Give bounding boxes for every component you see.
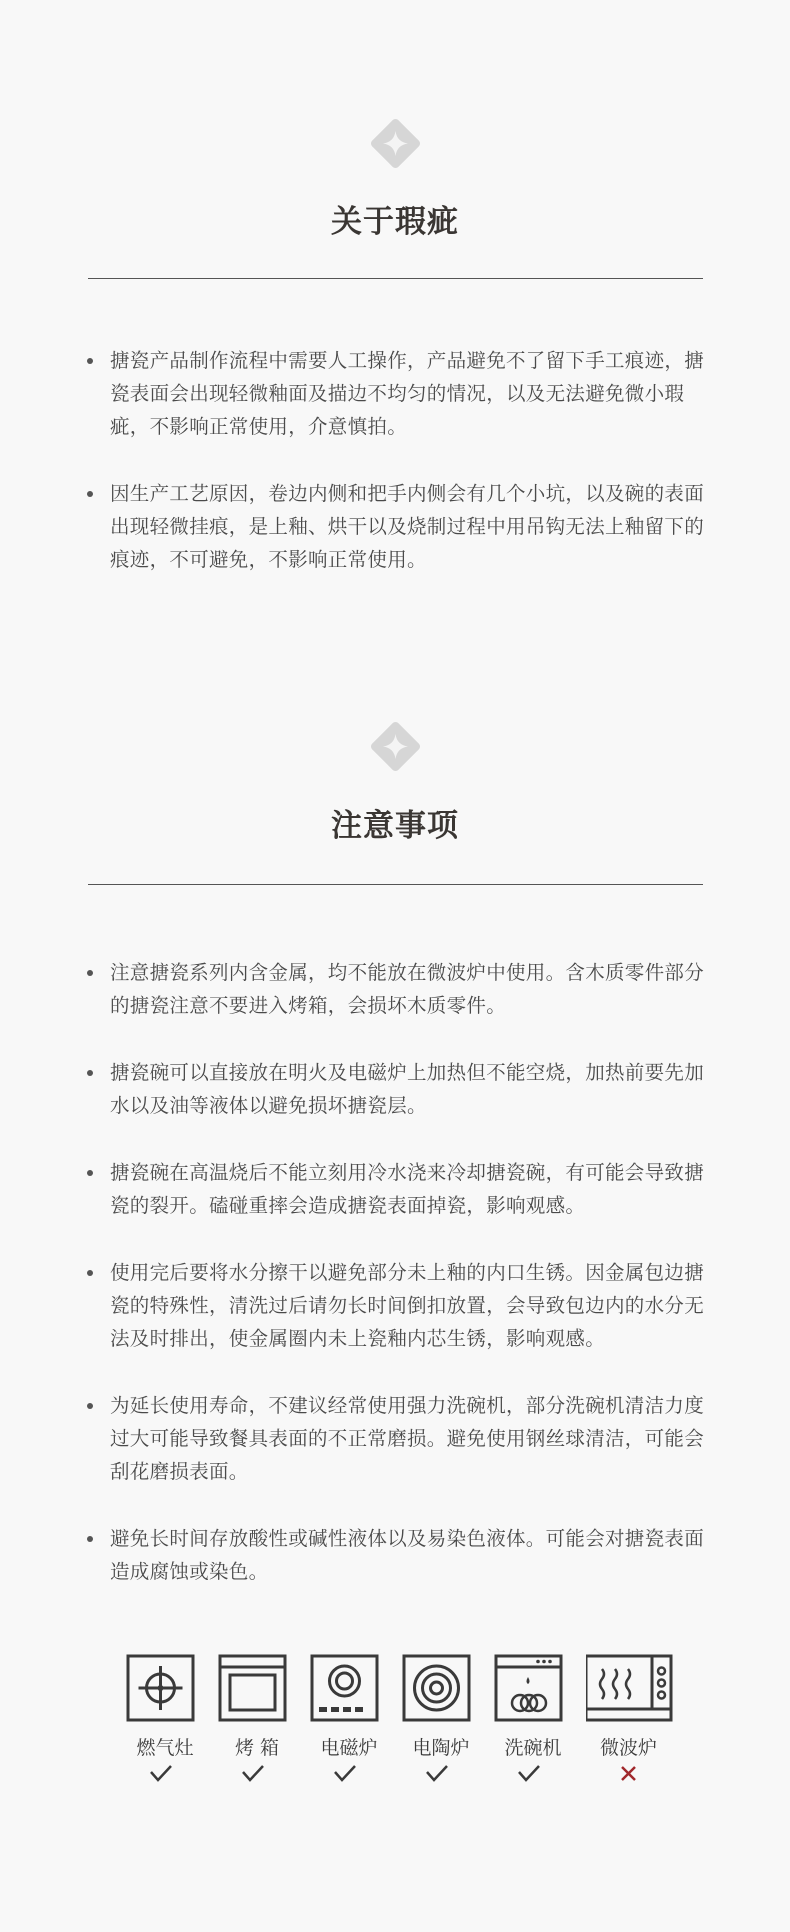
section-title-defects: 关于瑕疵 xyxy=(331,204,459,240)
defects-list xyxy=(110,344,710,610)
check-icon xyxy=(212,1761,302,1785)
appliance-label: 电磁炉 xyxy=(320,1737,378,1759)
section-title-notes: 注意事项 xyxy=(331,808,459,844)
list-item: 使用完后要将水分擦干以避免部分未上釉的内口生锈。因金属包边搪瓷的特殊性，清洗过后请勿长时间倒扣放置，会导致包边内的水分无法及时排出，使金属圈内未上瓷釉内芯生锈，影响观感。 xyxy=(110,1256,710,1355)
divider xyxy=(88,884,703,885)
notes-list xyxy=(110,956,710,1622)
check-icon xyxy=(488,1761,578,1785)
oven-icon xyxy=(212,1653,302,1723)
ceramic-cooker-icon xyxy=(396,1653,486,1723)
appliance-label: 燃气灶 xyxy=(136,1737,194,1759)
microwave-icon xyxy=(586,1653,676,1723)
list-item: 搪瓷碗在高温烧后不能立刻用冷水浇来冷却搪瓷碗，有可能会导致搪瓷的裂开。磕碰重摔会造成搪瓷表面掉瓷，影响观感。 xyxy=(110,1156,710,1222)
diamond-star-icon xyxy=(367,718,424,775)
list-item: 避免长时间存放酸性或碱性液体以及易染色液体。可能会对搪瓷表面造成腐蚀或染色。 xyxy=(110,1522,710,1588)
check-icon xyxy=(304,1761,394,1785)
cross-icon xyxy=(586,1761,671,1785)
diamond-star-icon xyxy=(367,115,424,172)
appliance-label: 洗碗机 xyxy=(504,1737,562,1759)
list-item: 因生产工艺原因，卷边内侧和把手内侧会有几个小坑，以及碗的表面出现轻微挂痕，是上釉、烘干以及烧制过程中用吊钩无法上釉留下的痕迹，不可避免，不影响正常使用。 xyxy=(110,477,710,576)
divider xyxy=(88,278,703,279)
dishwasher-icon xyxy=(488,1653,578,1723)
check-icon xyxy=(396,1761,486,1785)
list-item: 搪瓷碗可以直接放在明火及电磁炉上加热但不能空烧，加热前要先加水以及油等液体以避免损坏搪瓷层。 xyxy=(110,1056,710,1122)
appliance-label: 烤 箱 xyxy=(234,1737,280,1759)
gas-stove-icon xyxy=(120,1653,210,1723)
list-item: 搪瓷产品制作流程中需要人工操作，产品避免不了留下手工痕迹，搪瓷表面会出现轻微釉面及描边不均匀的情况，以及无法避免微小瑕疵，不影响正常使用，介意慎拍。 xyxy=(110,344,710,443)
induction-cooker-icon xyxy=(304,1653,394,1723)
list-item: 注意搪瓷系列内含金属，均不能放在微波炉中使用。含木质零件部分的搪瓷注意不要进入烤箱，会损坏木质零件。 xyxy=(110,956,710,1022)
appliance-label: 微波炉 xyxy=(599,1737,657,1759)
check-icon xyxy=(120,1761,210,1785)
appliance-compatibility xyxy=(120,1653,680,1793)
list-item: 为延长使用寿命，不建议经常使用强力洗碗机，部分洗碗机清洁力度过大可能导致餐具表面的不正常磨损。避免使用钢丝球清洁，可能会刮花磨损表面。 xyxy=(110,1389,710,1488)
appliance-label: 电陶炉 xyxy=(412,1737,470,1759)
